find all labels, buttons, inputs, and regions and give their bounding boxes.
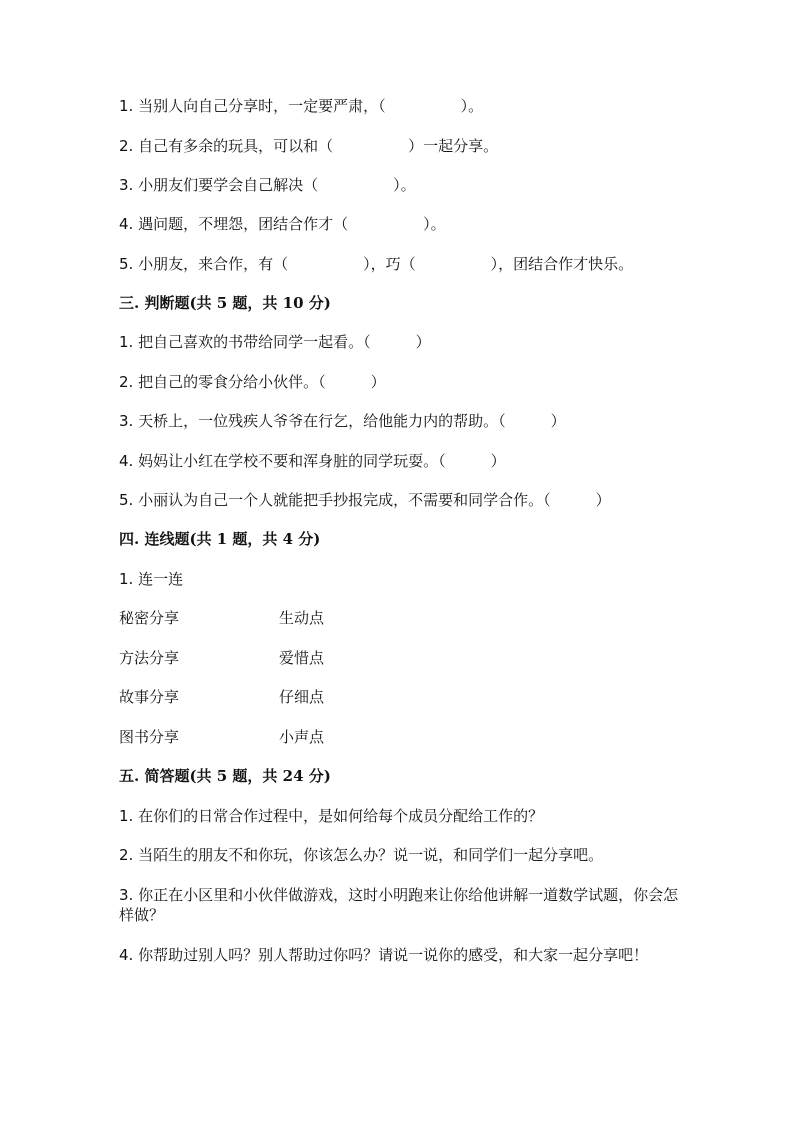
fill-blank-question-5: 5. 小朋友，来合作，有（ ），巧（ ），团结合作才快乐。 bbox=[119, 255, 634, 273]
section-heading-matching: 四. 连线题(共 1 题，共 4 分) bbox=[119, 530, 321, 548]
judgment-question-1: 1. 把自己喜欢的书带给同学一起看。（ ） bbox=[119, 333, 431, 351]
fill-blank-question-4: 4. 遇问题，不埋怨，团结合作才（ ）。 bbox=[119, 215, 446, 233]
matching-right-item: 仔细点 bbox=[279, 688, 325, 706]
matching-question: 1. 连一连 bbox=[119, 570, 184, 588]
judgment-question-2: 2. 把自己的零食分给小伙伴。（ ） bbox=[119, 373, 386, 391]
judgment-question-5: 5. 小丽认为自己一个人就能把手抄报完成，不需要和同学合作。（ ） bbox=[119, 491, 611, 509]
matching-left-item: 图书分享 bbox=[119, 728, 180, 746]
short-answer-question-4: 4. 你帮助过别人吗？别人帮助过你吗？请说一说你的感受，和大家一起分享吧！ bbox=[119, 946, 649, 964]
matching-left-item: 故事分享 bbox=[119, 688, 180, 706]
judgment-question-4: 4. 妈妈让小红在学校不要和浑身脏的同学玩耍。（ ） bbox=[119, 452, 506, 470]
short-answer-question-3: 3. 你正在小区里和小伙伴做游戏，这时小明跑来让你给他讲解一道数学试题，你会怎样做？ bbox=[119, 886, 679, 924]
short-answer-question-1: 1. 在你们的日常合作过程中，是如何给每个成员分配给工作的？ bbox=[119, 807, 544, 825]
matching-right-item: 爱惜点 bbox=[279, 649, 325, 667]
fill-blank-question-2: 2. 自己有多余的玩具，可以和（ ）一起分享。 bbox=[119, 137, 499, 155]
section-heading-judgment: 三. 判断题(共 5 题，共 10 分) bbox=[119, 294, 331, 312]
judgment-question-3: 3. 天桥上，一位残疾人爷爷在行乞，给他能力内的帮助。（ ） bbox=[119, 412, 566, 430]
fill-blank-question-1: 1. 当别人向自己分享时，一定要严肃，（ ）。 bbox=[119, 97, 484, 115]
fill-blank-question-3: 3. 小朋友们要学会自己解决（ ）。 bbox=[119, 176, 416, 194]
matching-right-item: 小声点 bbox=[279, 728, 325, 746]
short-answer-question-2: 2. 当陌生的朋友不和你玩，你该怎么办？说一说，和同学们一起分享吧。 bbox=[119, 846, 604, 864]
section-heading-short-answer: 五. 简答题(共 5 题，共 24 分) bbox=[119, 767, 331, 785]
matching-right-item: 生动点 bbox=[279, 609, 325, 627]
matching-left-item: 方法分享 bbox=[119, 649, 180, 667]
matching-left-item: 秘密分享 bbox=[119, 609, 180, 627]
